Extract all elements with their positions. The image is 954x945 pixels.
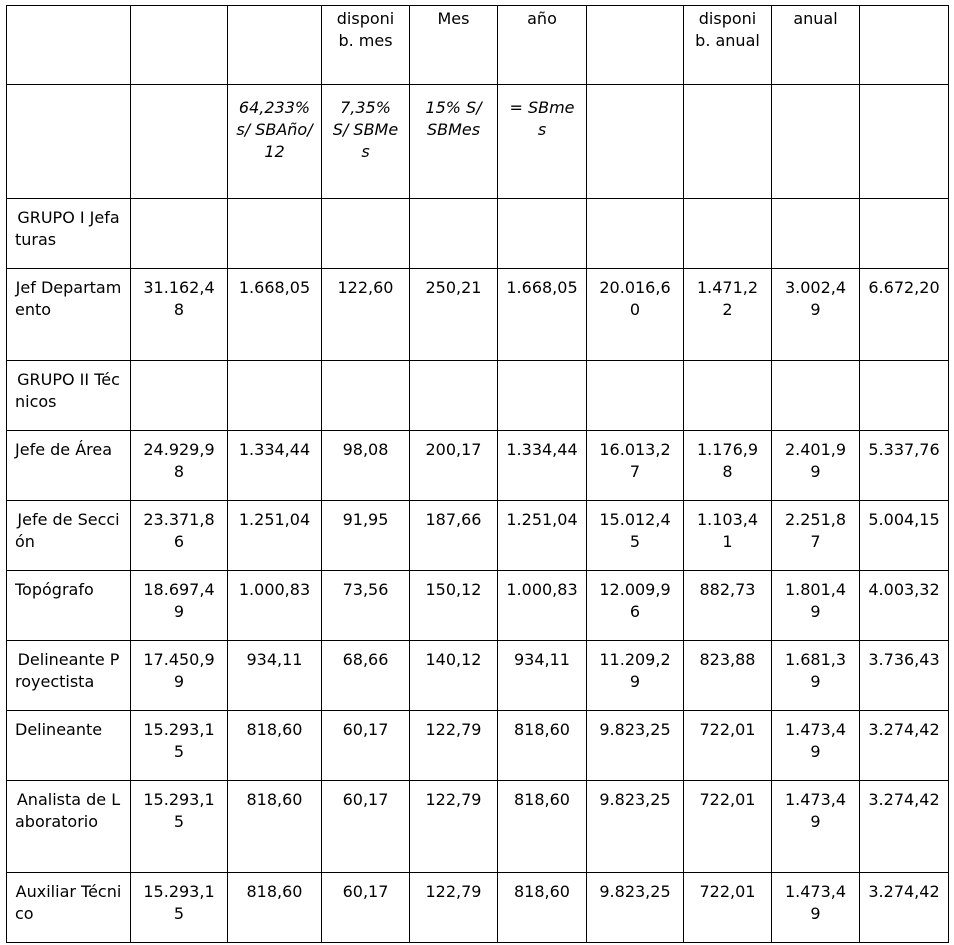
table-row xyxy=(7,269,949,361)
table-cell: 200,17 xyxy=(410,431,498,501)
table-cell: 818,60 xyxy=(228,711,322,781)
header-cell xyxy=(131,6,228,85)
table-cell xyxy=(772,361,860,431)
header-cell xyxy=(860,85,949,199)
table-cell: 1.334,44 xyxy=(228,431,322,501)
table-cell: 1.473,49 xyxy=(772,711,860,781)
header-cell xyxy=(7,85,131,199)
header-cell: Mes xyxy=(410,6,498,85)
header-cell: 15% S/ SBMes xyxy=(410,85,498,199)
table-cell: 823,88 xyxy=(684,641,772,711)
table-cell: 9.823,25 xyxy=(587,873,684,943)
table-cell: 934,11 xyxy=(228,641,322,711)
table-cell: 18.697,49 xyxy=(131,571,228,641)
table-cell: 17.450,99 xyxy=(131,641,228,711)
table-cell xyxy=(228,361,322,431)
row-label: Jefe de Área xyxy=(7,431,131,501)
table-cell: 12.009,96 xyxy=(587,571,684,641)
table-cell: 15.293,15 xyxy=(131,781,228,873)
table-cell xyxy=(322,361,410,431)
row-label: GRUPO II Técnicos xyxy=(7,361,131,431)
row-label: GRUPO I Jefaturas xyxy=(7,199,131,269)
row-label: Delineante xyxy=(7,711,131,781)
table-cell xyxy=(587,199,684,269)
table-cell: 73,56 xyxy=(322,571,410,641)
table-cell: 11.209,29 xyxy=(587,641,684,711)
table-cell: 1.000,83 xyxy=(498,571,587,641)
row-label: Jefe de Sección xyxy=(7,501,131,571)
group-row xyxy=(7,199,949,269)
table-cell: 3.736,43 xyxy=(860,641,949,711)
table-body xyxy=(7,6,949,943)
header-cell xyxy=(7,6,131,85)
table-row xyxy=(7,571,949,641)
table-cell: 1.471,22 xyxy=(684,269,772,361)
table-cell: 722,01 xyxy=(684,781,772,873)
table-cell xyxy=(860,199,949,269)
table-cell: 2.251,87 xyxy=(772,501,860,571)
table-cell: 5.004,15 xyxy=(860,501,949,571)
header-cell: disponib. anual xyxy=(684,6,772,85)
table-cell: 6.672,20 xyxy=(860,269,949,361)
table-cell: 15.293,15 xyxy=(131,711,228,781)
table-cell xyxy=(772,199,860,269)
header-cell: disponib. mes xyxy=(322,6,410,85)
table-cell: 3.274,42 xyxy=(860,781,949,873)
table-cell: 98,08 xyxy=(322,431,410,501)
row-label: Analista de Laboratorio xyxy=(7,781,131,873)
table-row xyxy=(7,501,949,571)
table-cell: 122,79 xyxy=(410,781,498,873)
table-cell xyxy=(587,361,684,431)
table-cell: 60,17 xyxy=(322,781,410,873)
table-cell xyxy=(322,199,410,269)
table-row xyxy=(7,781,949,873)
table-cell: 1.176,98 xyxy=(684,431,772,501)
table-cell: 31.162,48 xyxy=(131,269,228,361)
table-cell xyxy=(410,361,498,431)
table-cell xyxy=(860,361,949,431)
table-cell: 9.823,25 xyxy=(587,781,684,873)
table-cell xyxy=(684,361,772,431)
table-cell: 818,60 xyxy=(498,711,587,781)
header-cell: año xyxy=(498,6,587,85)
table-cell xyxy=(498,199,587,269)
table-cell: 1.668,05 xyxy=(228,269,322,361)
table-cell: 140,12 xyxy=(410,641,498,711)
salary-table xyxy=(6,5,949,943)
table-cell: 1.473,49 xyxy=(772,781,860,873)
table-cell: 818,60 xyxy=(228,781,322,873)
table-cell: 3.274,42 xyxy=(860,711,949,781)
header-cell xyxy=(228,6,322,85)
table-cell: 250,21 xyxy=(410,269,498,361)
table-cell: 1.473,49 xyxy=(772,873,860,943)
table-cell: 722,01 xyxy=(684,873,772,943)
table-row xyxy=(7,641,949,711)
header-row xyxy=(7,6,949,85)
table-row xyxy=(7,431,949,501)
table-cell xyxy=(228,199,322,269)
table-cell xyxy=(131,361,228,431)
table-cell: 60,17 xyxy=(322,873,410,943)
table-cell: 1.681,39 xyxy=(772,641,860,711)
table-cell: 1.251,04 xyxy=(228,501,322,571)
table-cell: 91,95 xyxy=(322,501,410,571)
table-cell: 818,60 xyxy=(498,873,587,943)
table-cell: 9.823,25 xyxy=(587,711,684,781)
table-cell: 3.274,42 xyxy=(860,873,949,943)
header-cell: 64,233% s/ SBAño/ 12 xyxy=(228,85,322,199)
table-cell: 15.012,45 xyxy=(587,501,684,571)
row-label: Topógrafo xyxy=(7,571,131,641)
header-cell xyxy=(684,85,772,199)
table-cell: 23.371,86 xyxy=(131,501,228,571)
table-cell: 1.334,44 xyxy=(498,431,587,501)
table-row xyxy=(7,873,949,943)
header-cell xyxy=(860,6,949,85)
row-label: Auxiliar Técnico xyxy=(7,873,131,943)
header-cell xyxy=(131,85,228,199)
table-cell: 818,60 xyxy=(228,873,322,943)
table-cell xyxy=(498,361,587,431)
table-cell: 15.293,15 xyxy=(131,873,228,943)
table-cell: 1.251,04 xyxy=(498,501,587,571)
table-cell: 1.103,41 xyxy=(684,501,772,571)
table-cell: 187,66 xyxy=(410,501,498,571)
table-cell: 122,60 xyxy=(322,269,410,361)
table-cell: 882,73 xyxy=(684,571,772,641)
table-cell: 722,01 xyxy=(684,711,772,781)
table-cell: 150,12 xyxy=(410,571,498,641)
table-cell: 1.668,05 xyxy=(498,269,587,361)
table-row xyxy=(7,711,949,781)
table-cell: 20.016,60 xyxy=(587,269,684,361)
header-row xyxy=(7,85,949,199)
group-row xyxy=(7,361,949,431)
header-cell: 7,35% S/ SBMes xyxy=(322,85,410,199)
table-cell: 122,79 xyxy=(410,711,498,781)
table-cell xyxy=(131,199,228,269)
table-cell: 5.337,76 xyxy=(860,431,949,501)
table-cell: 122,79 xyxy=(410,873,498,943)
table-cell: 1.000,83 xyxy=(228,571,322,641)
row-label: Delineante Proyectista xyxy=(7,641,131,711)
table-cell: 2.401,99 xyxy=(772,431,860,501)
table-cell: 60,17 xyxy=(322,711,410,781)
table-cell: 3.002,49 xyxy=(772,269,860,361)
table-cell: 818,60 xyxy=(498,781,587,873)
header-cell xyxy=(587,6,684,85)
table-cell: 24.929,98 xyxy=(131,431,228,501)
header-cell xyxy=(772,85,860,199)
table-cell: 934,11 xyxy=(498,641,587,711)
table-cell: 4.003,32 xyxy=(860,571,949,641)
table-cell xyxy=(684,199,772,269)
header-cell: anual xyxy=(772,6,860,85)
table-cell: 1.801,49 xyxy=(772,571,860,641)
header-cell: = SBmes xyxy=(498,85,587,199)
table-cell: 68,66 xyxy=(322,641,410,711)
row-label: Jef Departamento xyxy=(7,269,131,361)
table-cell: 16.013,27 xyxy=(587,431,684,501)
table-cell xyxy=(410,199,498,269)
header-cell xyxy=(587,85,684,199)
